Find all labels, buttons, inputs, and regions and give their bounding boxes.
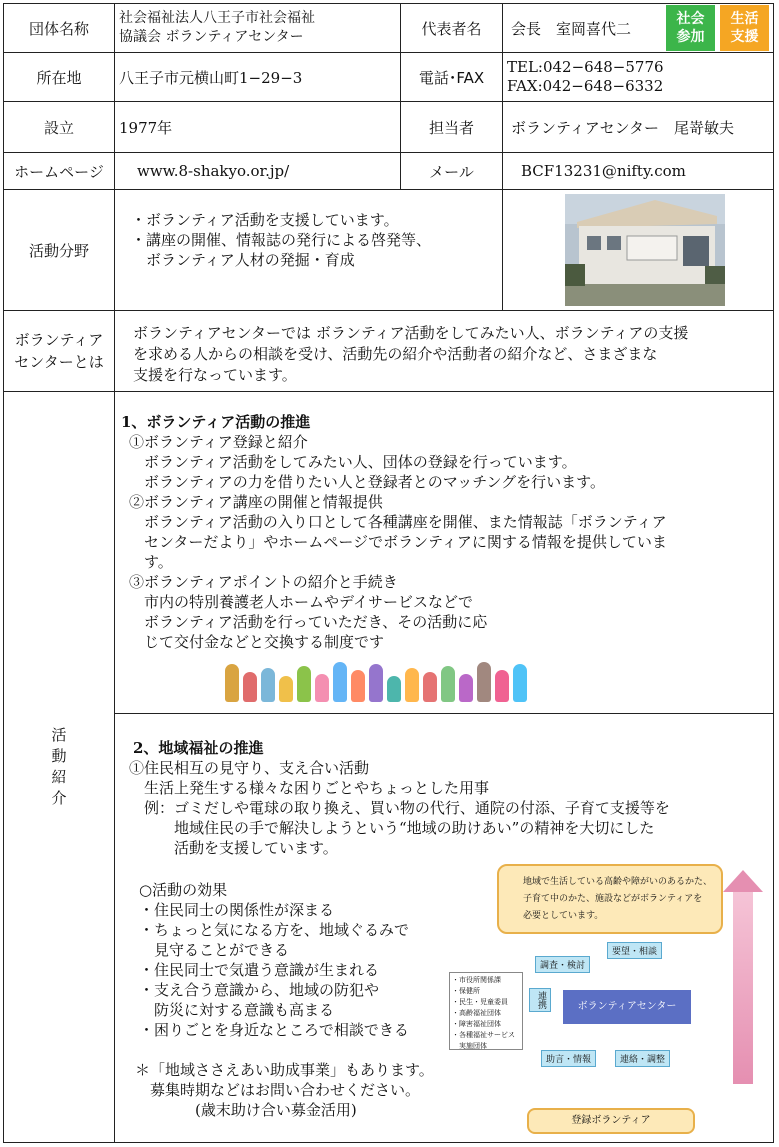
founded: 1977年 bbox=[114, 101, 401, 153]
org-name: 社会福祉法人八王子市社会福祉 協議会 ボランティアセンター bbox=[114, 3, 401, 53]
contact-person: ボランティアセンター 尾嵜敏夫 bbox=[502, 101, 774, 153]
activity-field: ・ボランティア活動を支援しています。 ・講座の開催、情報誌の発行による啓発等、 ボランティア人材の発掘・育成 bbox=[114, 189, 503, 311]
diagram-label-survey: 調査・検討 bbox=[535, 956, 590, 973]
diagram-bottom-box: 登録ボランティア bbox=[527, 1108, 695, 1134]
section1-body: ①ボランティア登録と紹介 ボランティア活動をしてみたい人、団体の登録を行っています。 ボランティアの力を借りたい人と登録者とのマッチングを行います。 ②ボランティア講座の開催と情報提供 ボランティア活動の入り口として各種講座を開催、また情報誌「ボランティア センターだより」やホームページでボランティアに関する情報を提供していま す。 ③ボランティアポイントの紹介と手続き 市内の特別養護老人ホームやデイサービスなどで ボランティア活動を行っていただき、その活動に応 じて交付金などと交換する制度です bbox=[129, 433, 667, 651]
diagram-top-text: 地域で生活している高齢や障がいのあるかた、 子育て中のかた、施設などがボランティアを 必要としています。 bbox=[523, 877, 713, 921]
section1-title: 1、ボランティア活動の推進 bbox=[121, 413, 311, 431]
representative: 会長 室岡喜代二 bbox=[511, 19, 632, 38]
label-address: 所在地 bbox=[3, 52, 115, 102]
label-contact-person: 担当者 bbox=[400, 101, 503, 153]
building-photo-cell bbox=[502, 189, 774, 311]
tag-label: 社会 参加 bbox=[676, 11, 705, 45]
homepage-link[interactable]: www.8-shakyo.or.jp/ bbox=[114, 152, 401, 190]
label-phone-fax: 電話･FAX bbox=[400, 52, 503, 102]
section-community-welfare bbox=[114, 713, 774, 1143]
volunteer-center-diagram bbox=[449, 864, 771, 1138]
label-activity-field: 活動分野 bbox=[3, 189, 115, 311]
diagram-label-request: 要望・相談 bbox=[607, 942, 662, 959]
mail-link[interactable]: BCF13231@nifty.com bbox=[502, 152, 774, 190]
phone-fax: TEL:042−648−5776 FAX:042−648−6332 bbox=[502, 52, 774, 102]
diagram-label-coop: 連携 bbox=[529, 988, 551, 1012]
section-volunteer-promotion bbox=[114, 391, 774, 714]
life-support-tag bbox=[720, 5, 769, 51]
label-volunteer-center: ボランティア センターとは bbox=[3, 310, 115, 392]
diagram-center-box: ボランティアセンター bbox=[563, 990, 691, 1024]
diagram-label-link: 連絡・調整 bbox=[615, 1050, 670, 1067]
label-mail: メール bbox=[400, 152, 503, 190]
diagram-label-advice: 助言・情報 bbox=[541, 1050, 596, 1067]
people-illustration bbox=[225, 662, 527, 702]
section2-note: ＊「地域ささえあい助成事業」もあります。 募集時期などはお問い合わせください。 (歳末助け合い募金活用) bbox=[135, 1061, 434, 1119]
label-homepage: ホームページ bbox=[3, 152, 115, 190]
section2-body: ①住民相互の見守り、支え合い活動 生活上発生する様々な困りごとやちょっとした用事 例：ゴミだしや電球の取り換え、買い物の代行、通院の付添、子育て支援等を 地域住民の手で解決しようという“地域の助けあい”の精神を大切にした 活動を支援しています。 bbox=[129, 759, 670, 857]
diagram-arrowhead bbox=[723, 870, 763, 892]
profile-table bbox=[3, 3, 774, 1143]
diagram-top-box bbox=[497, 864, 723, 934]
label-org-name: 団体名称 bbox=[3, 3, 115, 53]
social-participation-tag bbox=[666, 5, 715, 51]
section2-title: 2、地域福祉の推進 bbox=[133, 739, 264, 757]
label-founded: 設立 bbox=[3, 101, 115, 153]
building-photo bbox=[565, 194, 725, 306]
label-activity-intro: 活 動 紹 介 bbox=[3, 391, 115, 1143]
section2-effects: ○活動の効果 ・住民同士の関係性が深まる ・ちょっと気になる方を、地域ぐるみで 見守ることができる ・住民同士で気遣う意識が生まれる ・支え合う意識から、地域の防犯や 防災に対する意識も高まる ・困りごとを身近なところで相談できる bbox=[139, 881, 410, 1039]
diagram-left-list: ・市役所関係課 ・保健所 ・民生・児童委員 ・高齢福祉団体 ・障害福祉団体 ・各種福祉サービス 実施団体 bbox=[449, 972, 523, 1050]
diagram-up-arrow bbox=[733, 884, 753, 1084]
tag-label: 生活 支援 bbox=[730, 11, 759, 45]
volunteer-center-description: ボランティアセンターでは ボランティア活動をしてみたい人、ボランティアの支援 を求める人からの相談を受け、活動先の紹介や活動者の紹介など、さまざまな 支援を行なっています。 bbox=[114, 310, 774, 392]
address: 八王子市元横山町1−29−3 bbox=[114, 52, 401, 102]
label-representative: 代表者名 bbox=[400, 3, 503, 53]
